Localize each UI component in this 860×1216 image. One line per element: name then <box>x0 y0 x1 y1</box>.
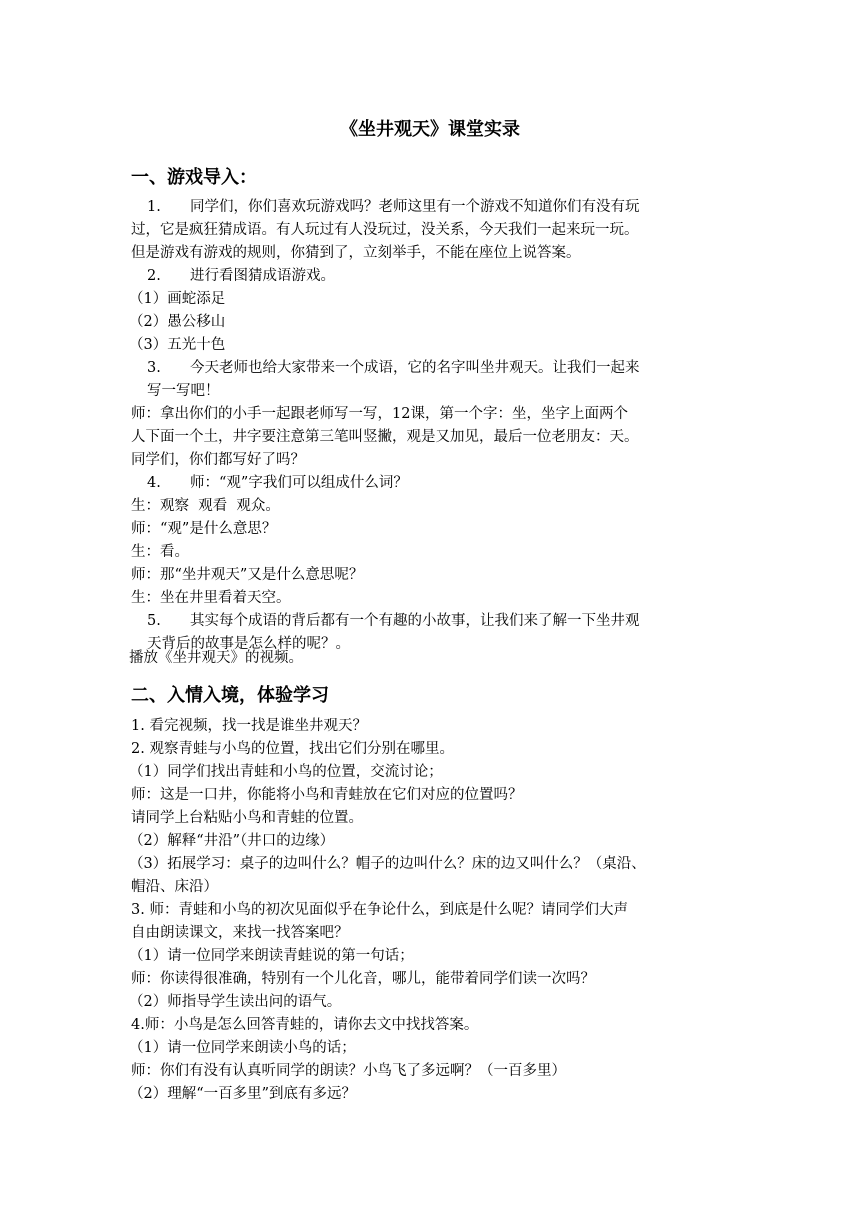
list-item: （2）理解“一百多里”到底有多远？ <box>129 1086 357 1102</box>
video-line: 播放《坐井观天》的视频。 <box>129 650 303 666</box>
section-heading-2: 二、入情入境，体验学习 <box>131 685 329 706</box>
paragraph-1 <box>131 196 731 219</box>
text-line: 师：这是一口井，你能将小鸟和青蛙放在它们对应的位置吗？ <box>131 787 523 803</box>
list-item: （3）五光十色 <box>129 337 226 353</box>
paragraph-5 <box>131 610 731 633</box>
section-2-body <box>131 715 731 1106</box>
section-1-body <box>131 196 731 656</box>
text-line: 生：看。 <box>131 544 189 560</box>
text-line: 自由朗读课文，来找一找答案吧？ <box>131 925 349 941</box>
list-item: （2）愚公移山 <box>129 314 226 330</box>
text-line: 同学们，你们喜欢玩游戏吗？老师这里有一个游戏不知道你们有没有玩 <box>190 199 640 215</box>
list-item: （1）同学们找出青蛙和小鸟的位置，交流讨论； <box>129 764 443 780</box>
text-line: 写一写吧！ <box>147 383 220 399</box>
section-heading-1: 一、游戏导入： <box>131 167 257 188</box>
text-line: 师：拿出你们的小手一起跟老师写一写，12课，第一个字：坐，坐字上面两个 <box>131 406 628 422</box>
text-line: 生：观察 观看 观众。 <box>131 498 280 514</box>
list-number: 3. <box>147 360 161 376</box>
text-line: 但是游戏有游戏的规则，你猜到了，立刻举手，不能在座位上说答案。 <box>131 245 581 261</box>
paragraph-4 <box>131 472 731 495</box>
text-line: 2. 观察青蛙与小鸟的位置，找出它们分别在哪里。 <box>131 741 454 757</box>
list-number: 2. <box>147 268 161 284</box>
list-item: （3）拓展学习：桌子的边叫什么？帽子的边叫什么？床的边又叫什么？（桌沿、 <box>129 856 646 872</box>
list-item: （2）师指导学生读出问的语气。 <box>129 994 342 1010</box>
list-item: （1）画蛇添足 <box>129 291 226 307</box>
text-line: 进行看图猜成语游戏。 <box>190 268 335 284</box>
list-number: 5. <box>147 613 161 629</box>
text-line: 其实每个成语的背后都有一个有趣的小故事，让我们来了解一下坐井观 <box>190 613 640 629</box>
text-line: 今天老师也给大家带来一个成语，它的名字叫坐井观天。让我们一起来 <box>190 360 640 376</box>
list-item: （1）请一位同学来朗读青蛙说的第一句话； <box>129 948 414 964</box>
text-line: 帽沿、床沿） <box>131 879 218 895</box>
page-title: 《坐井观天》课堂实录 <box>340 119 520 140</box>
text-line: 3. 师：青蛙和小鸟的初次见面似乎在争论什么，到底是什么呢？请同学们大声 <box>131 902 628 918</box>
text-line: 师：你读得很准确，特别有一个儿化音，哪儿，能带着同学们读一次吗？ <box>131 971 595 987</box>
text-line: 1. 看完视频，找一找是谁坐井观天？ <box>131 718 367 734</box>
paragraph-2 <box>131 265 731 288</box>
text-line: 过，它是疯狂猜成语。有人玩过有人没玩过，没关系，今天我们一起来玩一玩。 <box>131 222 639 238</box>
text-line: 师：你们有没有认真听同学的朗读？小鸟飞了多远啊？（一百多里） <box>131 1063 566 1079</box>
text-line: 天背后的故事是怎么样的呢？。 <box>147 636 350 652</box>
text-line: 同学们，你们都写好了吗？ <box>131 452 305 468</box>
text-line: 师：“观”是什么意思？ <box>131 521 277 537</box>
text-line: 师：“观”字我们可以组成什么词？ <box>190 475 408 491</box>
text-line: 人下面一个土，井字要注意第三笔叫竖撇，观是又加见，最后一位老朋友：天。 <box>131 429 639 445</box>
text-line: 师：那“坐井观天”又是什么意思呢？ <box>131 567 364 583</box>
text-line: 4.师：小鸟是怎么回答青蛙的，请你去文中找找答案。 <box>131 1017 479 1033</box>
list-number: 4. <box>147 475 161 491</box>
list-item: （2）解释“井沿”（井口的边缘） <box>129 833 335 849</box>
list-item: （1）请一位同学来朗读小鸟的话； <box>129 1040 356 1056</box>
text-line: 请同学上台粘贴小鸟和青蛙的位置。 <box>131 810 363 826</box>
paragraph-3 <box>131 357 731 380</box>
list-number: 1. <box>147 199 161 215</box>
text-line: 生：坐在井里看着天空。 <box>131 590 291 606</box>
